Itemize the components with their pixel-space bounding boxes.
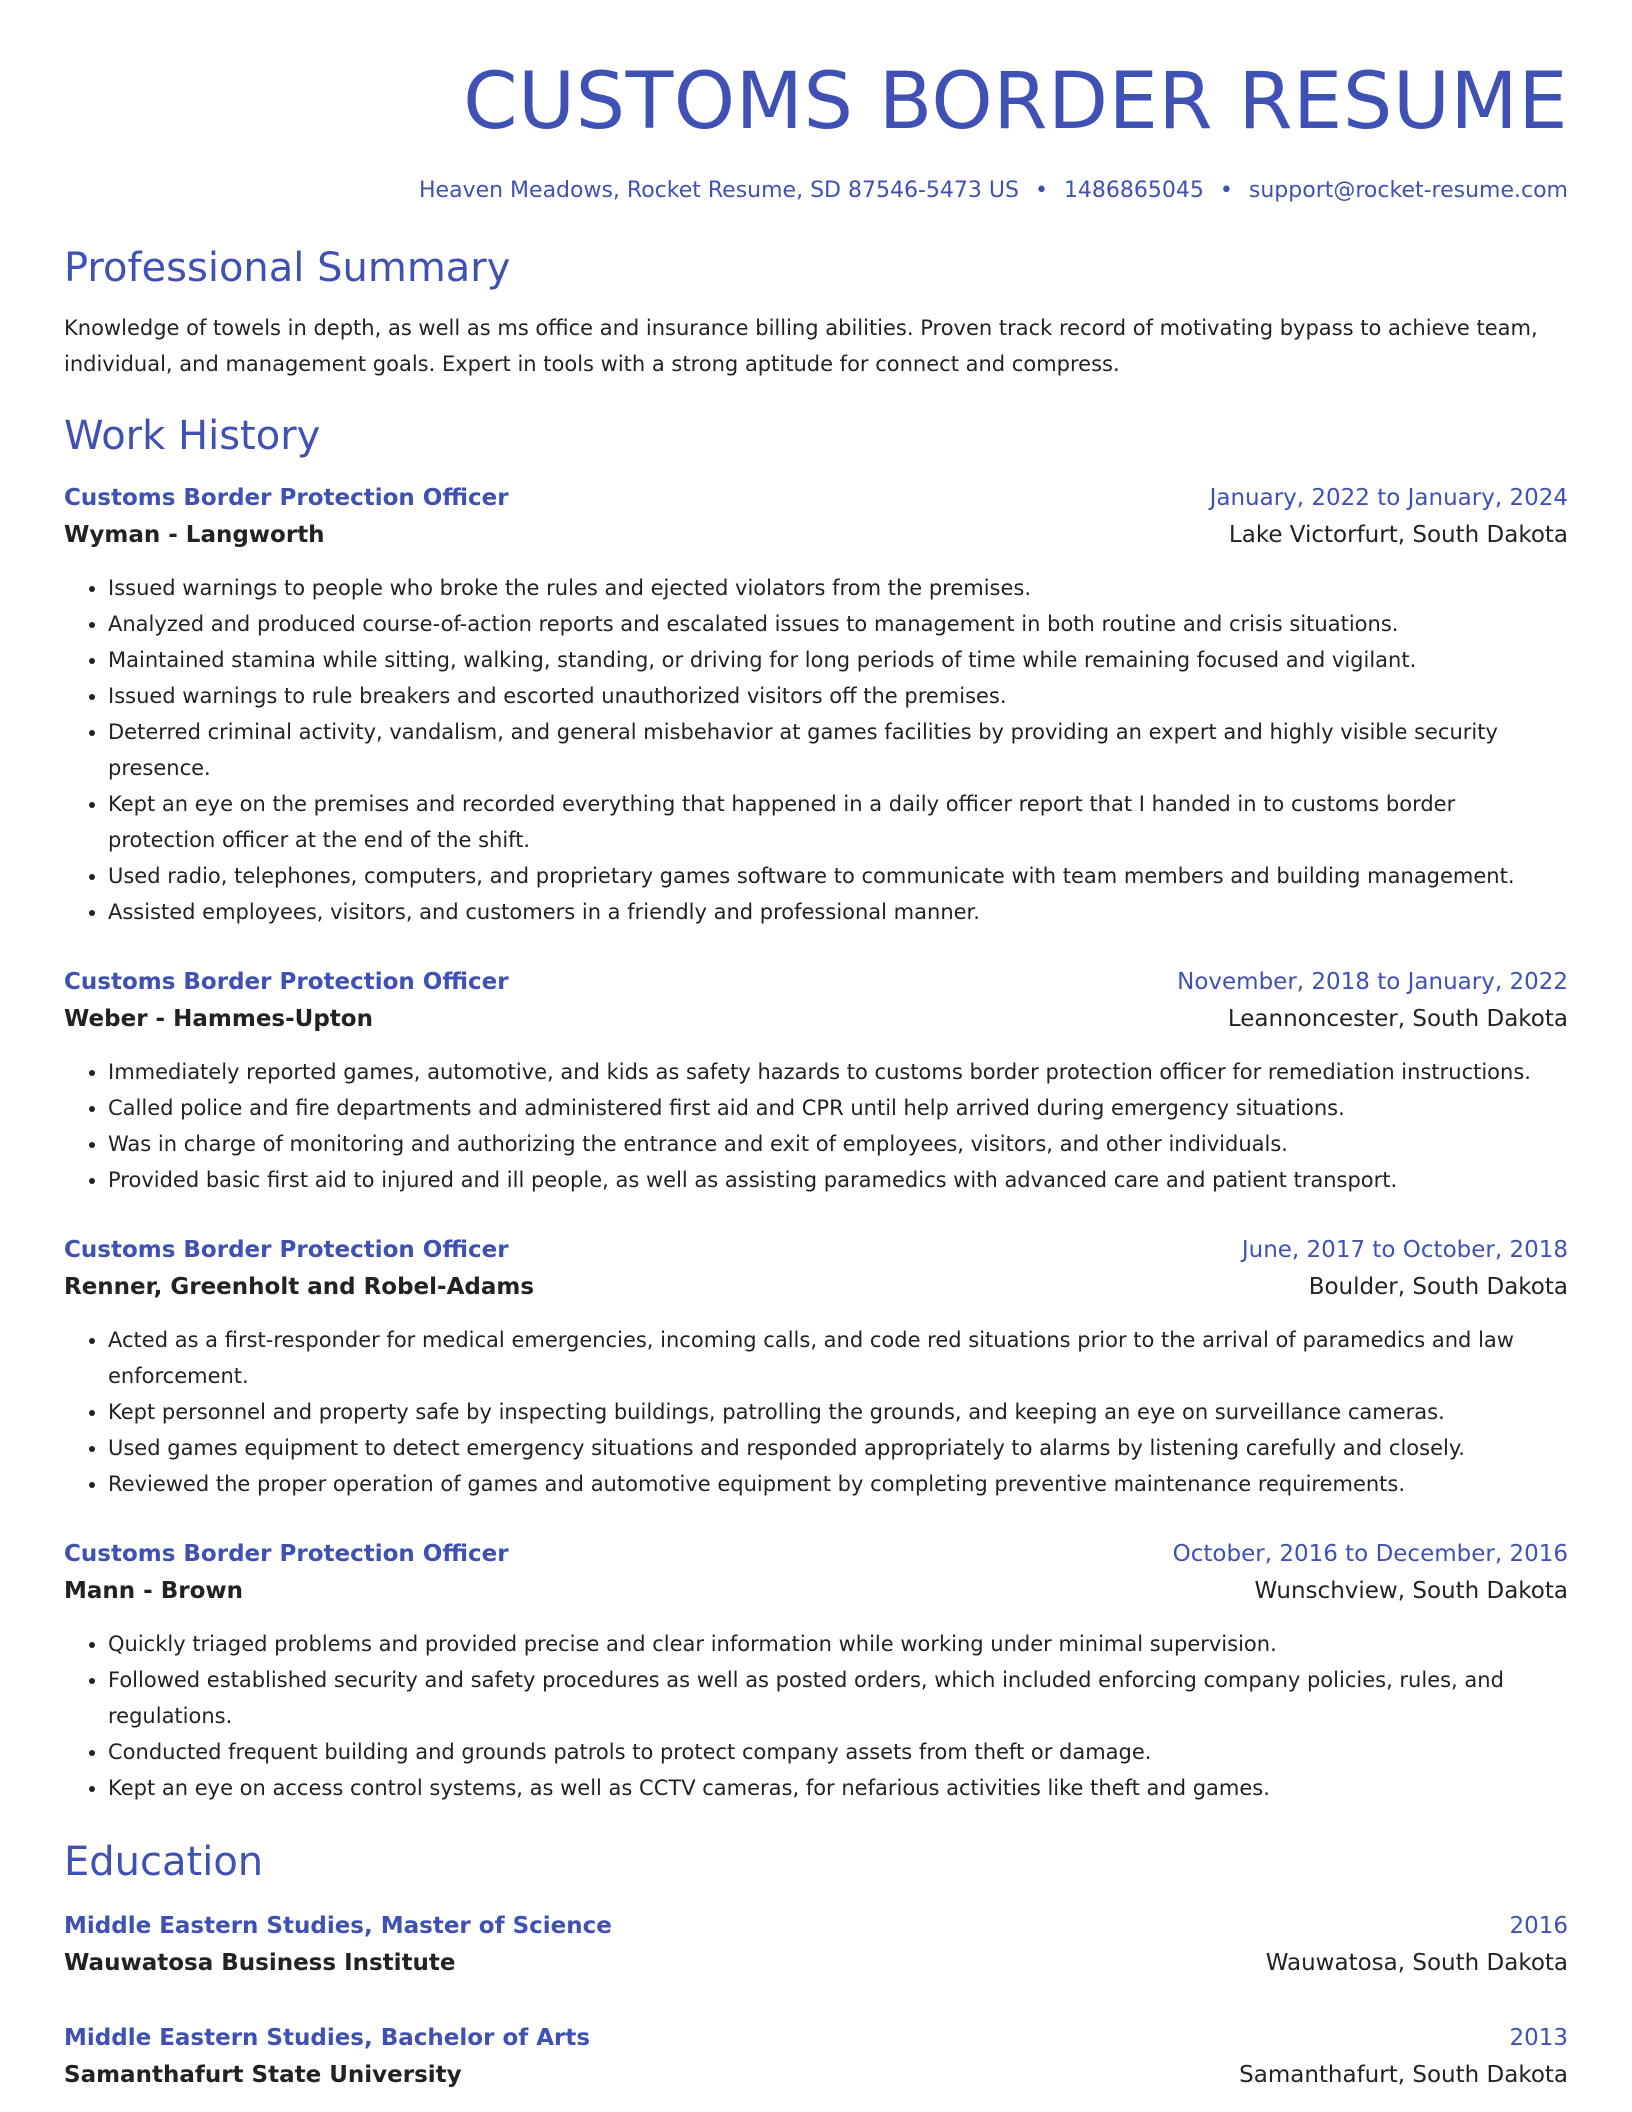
work-entry-subheader <box>64 1572 1568 1610</box>
education-entry <box>64 1908 1568 1982</box>
job-location: Lake Victorfurt, South Dakota <box>1228 522 1568 548</box>
summary-text: Knowledge of towels in depth, as well as ms office and insurance billing abilities. Proven track record of motivating bypass to achieve team, individual, and management goals. Expert in tools with a strong aptitude for connect and compress. <box>64 316 1538 376</box>
school-location: Samanthafurt, South Dakota <box>1239 2062 1568 2088</box>
contact-separator: • <box>1219 178 1233 203</box>
job-bullet: • Issued warnings to rule breakers and escorted unauthorized visitors off the premises. <box>108 678 1568 714</box>
job-bullet: • Provided basic first aid to injured and ill people, as well as assisting paramedics with advanced care and patient transport. <box>108 1162 1568 1198</box>
employer-name: Mann - Brown <box>64 1578 244 1604</box>
job-bullet: • Assisted employees, visitors, and customers in a friendly and professional manner. <box>108 894 1568 930</box>
job-bullet: • Acted as a first-responder for medical emergencies, incoming calls, and code red situations prior to the arrival of paramedics and law enforcement. <box>108 1322 1568 1394</box>
job-bullet: • Used games equipment to detect emergency situations and responded appropriately to alarms by listening carefully and closely. <box>108 1430 1568 1466</box>
graduation-year: 2013 <box>1509 2025 1568 2051</box>
summary-heading: Professional Summary <box>64 245 511 291</box>
job-title: Customs Border Protection Officer <box>64 485 509 511</box>
degree-name: Middle Eastern Studies, Master of Science <box>64 1913 612 1939</box>
job-location: Leannoncester, South Dakota <box>1227 1006 1568 1032</box>
contact-address: Heaven Meadows, Rocket Resume, SD 87546-5473 US <box>419 178 1019 203</box>
contact-separator: • <box>1034 178 1048 203</box>
work-entry-subheader <box>64 516 1568 554</box>
employer-name: Weber - Hammes-Upton <box>64 1006 373 1032</box>
degree-name: Middle Eastern Studies, Bachelor of Arts <box>64 2025 591 2051</box>
education-entry <box>64 2020 1568 2094</box>
job-location: Boulder, South Dakota <box>1308 1274 1568 1300</box>
job-bullet: • Conducted frequent building and grounds patrols to protect company assets from theft or damage. <box>108 1734 1568 1770</box>
work-entry-subheader <box>64 1268 1568 1306</box>
job-bullet: • Kept personnel and property safe by inspecting buildings, patrolling the grounds, and keeping an eye on surveillance cameras. <box>108 1394 1568 1430</box>
job-title: Customs Border Protection Officer <box>64 1237 509 1263</box>
job-bullet: • Called police and fire departments and administered first aid and CPR until help arrived during emergency situations. <box>108 1090 1568 1126</box>
contact-phone: 1486865045 <box>1063 178 1204 203</box>
job-bullet: • Issued warnings to people who broke the rules and ejected violators from the premises. <box>108 570 1568 606</box>
work-history-list <box>64 480 1568 1806</box>
school-name: Wauwatosa Business Institute <box>64 1950 456 1976</box>
resume-title: CUSTOMS BORDER RESUME <box>463 57 1568 147</box>
job-bullet-list <box>64 1322 1568 1502</box>
job-bullet: • Maintained stamina while sitting, walking, standing, or driving for long periods of time while remaining focused and vigilant. <box>108 642 1568 678</box>
work-entry <box>64 1232 1568 1502</box>
job-title: Customs Border Protection Officer <box>64 1541 509 1567</box>
job-dates: October, 2016 to December, 2016 <box>1172 1541 1568 1567</box>
job-bullet: • Reviewed the proper operation of games and automotive equipment by completing preventive maintenance requirements. <box>108 1466 1568 1502</box>
job-bullet: • Deterred criminal activity, vandalism, and general misbehavior at games facilities by providing an expert and highly visible security presence. <box>108 714 1568 786</box>
education-entry-subheader <box>64 1944 1568 1982</box>
work-entry-header <box>64 1536 1568 1572</box>
work-entry-header <box>64 480 1568 516</box>
resume-page <box>64 0 1568 2094</box>
job-location: Wunschview, South Dakota <box>1254 1578 1568 1604</box>
school-name: Samanthafurt State University <box>64 2062 462 2088</box>
job-bullet: • Followed established security and safety procedures as well as posted orders, which included enforcing company policies, rules, and regulations. <box>108 1662 1568 1734</box>
contact-line <box>64 176 1568 206</box>
work-entry-header <box>64 1232 1568 1268</box>
contact-email[interactable]: support@rocket-resume.com <box>1248 178 1568 203</box>
work-entry <box>64 1536 1568 1806</box>
education-entry-subheader <box>64 2056 1568 2094</box>
education-entry-header <box>64 2020 1568 2056</box>
job-bullet: • Quickly triaged problems and provided precise and clear information while working under minimal supervision. <box>108 1626 1568 1662</box>
job-bullet: • Was in charge of monitoring and authorizing the entrance and exit of employees, visitors, and other individuals. <box>108 1126 1568 1162</box>
job-dates: June, 2017 to October, 2018 <box>1241 1237 1568 1263</box>
work-entry-header <box>64 964 1568 1000</box>
job-bullet: • Kept an eye on access control systems, as well as CCTV cameras, for nefarious activities like theft and games. <box>108 1770 1568 1806</box>
job-bullet: • Immediately reported games, automotive, and kids as safety hazards to customs border protection officer for remediation instructions. <box>108 1054 1568 1090</box>
job-bullet-list <box>64 570 1568 930</box>
work-entry-subheader <box>64 1000 1568 1038</box>
job-bullet-list <box>64 1054 1568 1198</box>
school-location: Wauwatosa, South Dakota <box>1265 1950 1568 1976</box>
employer-name: Wyman - Langworth <box>64 522 325 548</box>
job-bullet-list <box>64 1626 1568 1806</box>
education-heading: Education <box>64 1839 264 1885</box>
education-entry-header <box>64 1908 1568 1944</box>
education-list <box>64 1908 1568 2094</box>
employer-name: Renner, Greenholt and Robel-Adams <box>64 1274 535 1300</box>
job-title: Customs Border Protection Officer <box>64 969 509 995</box>
graduation-year: 2016 <box>1509 1913 1568 1939</box>
job-bullet: • Used radio, telephones, computers, and proprietary games software to communicate with team members and building management. <box>108 858 1568 894</box>
job-bullet: • Kept an eye on the premises and recorded everything that happened in a daily officer report that I handed in to customs border protection officer at the end of the shift. <box>108 786 1568 858</box>
job-bullet: • Analyzed and produced course-of-action reports and escalated issues to management in both routine and crisis situations. <box>108 606 1568 642</box>
work-entry <box>64 964 1568 1198</box>
job-dates: November, 2018 to January, 2022 <box>1177 969 1568 995</box>
job-dates: January, 2022 to January, 2024 <box>1209 485 1568 511</box>
work-entry <box>64 480 1568 930</box>
work-history-heading: Work History <box>64 413 321 459</box>
